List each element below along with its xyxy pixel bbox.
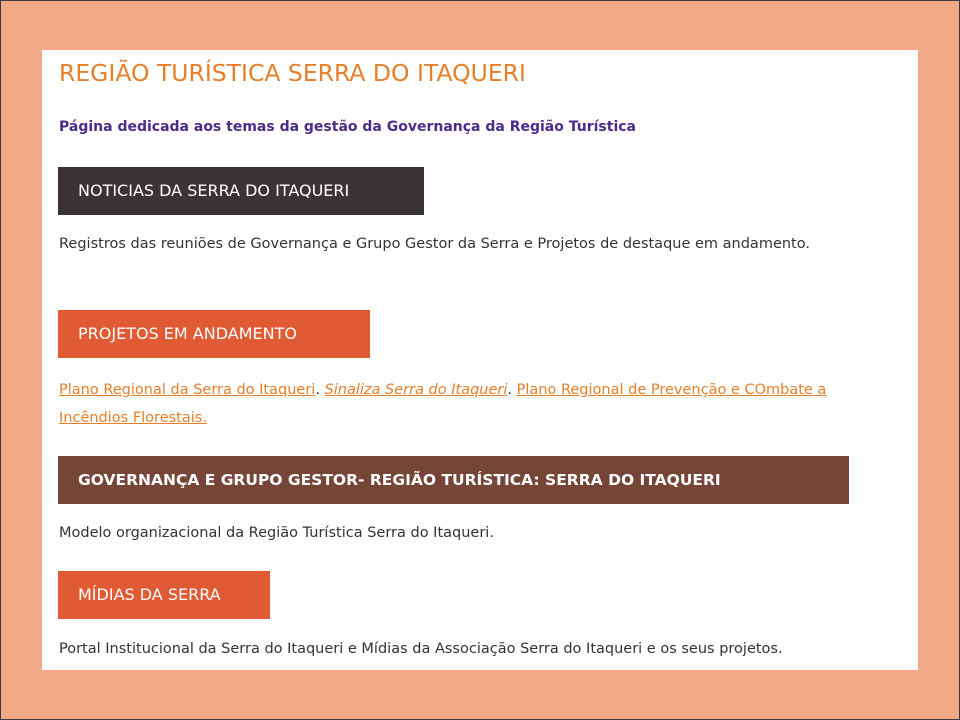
governanca-button[interactable]: GOVERNANÇA E GRUPO GESTOR- REGIÃO TURÍSTICA: SERRA DO ITAQUERI [58,456,849,504]
link-separator: . [315,382,325,398]
noticias-button[interactable]: NOTICIAS DA SERRA DO ITAQUERI [58,167,424,215]
projetos-button[interactable]: PROJETOS EM ANDAMENTO [58,310,370,358]
page-title: REGIÃO TURÍSTICA SERRA DO ITAQUERI [59,59,526,87]
link-plano-incendios[interactable]: Plano Regional de Prevenção e COmbate a Incêndios Florestais. [59,382,827,426]
midias-button[interactable]: MÍDIAS DA SERRA [58,571,270,619]
page-subtitle: Página dedicada aos temas da gestão da Governança da Região Turística [59,119,637,135]
governanca-description: Modelo organizacional da Região Turística Serra do Itaqueri. [59,525,494,541]
projetos-links [59,376,859,432]
content-panel [42,50,918,670]
noticias-description: Registros das reuniões de Governança e Grupo Gestor da Serra e Projetos de destaque em andamento. [59,236,810,252]
link-sinaliza-serra[interactable]: Sinaliza Serra do Itaqueri [324,382,508,398]
link-plano-regional[interactable]: Plano Regional da Serra do Itaqueri [59,382,316,398]
link-separator: . [507,382,517,398]
midias-description: Portal Institucional da Serra do Itaqueri e Mídias da Associação Serra do Itaqueri e os seus projetos. [59,641,783,657]
